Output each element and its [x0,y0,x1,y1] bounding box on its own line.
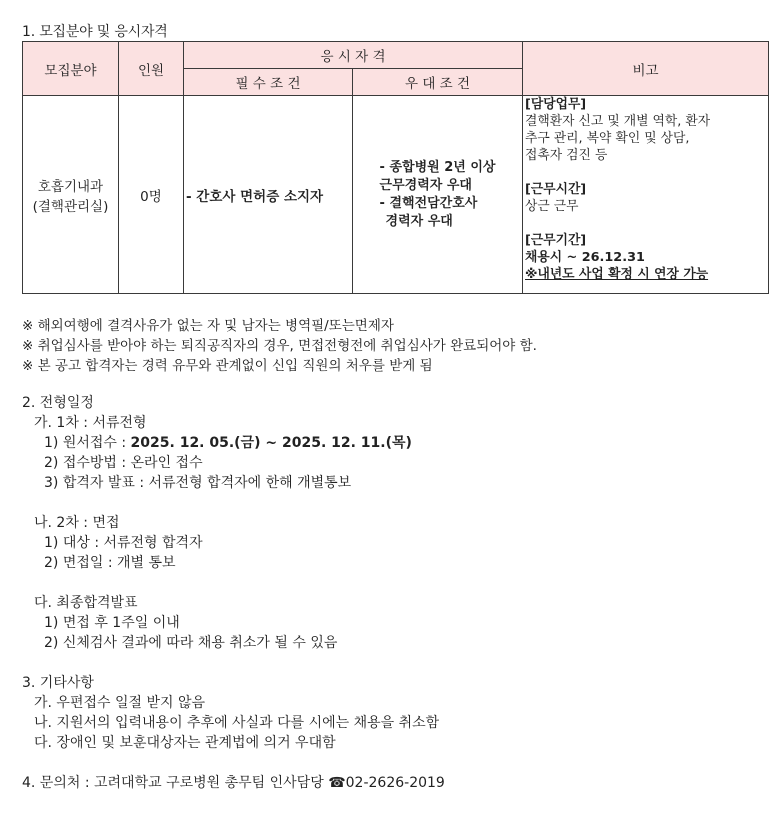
header-preferred: 우 대 조 건 [353,69,523,96]
second-stage-item: 2) 면접일 : 개별 통보 [44,555,176,571]
preferred-line: - 결핵전담간호사 [379,195,478,211]
period-value: 채용시 ~ 26.12.31 [525,250,645,265]
section3-item: 다. 장애인 및 보훈대상자는 관계법에 의거 우대함 [34,735,336,751]
contact-phone: 02-2626-2019 [345,775,445,791]
extension-note: ※내년도 사업 확정 시 연장 가능 [525,267,709,282]
table-row [23,96,769,294]
required-cell: - 간호사 면허증 소지자 [184,96,353,294]
note-line: ※ 본 공고 합격자는 경력 유무와 관계없이 신입 직원의 처우를 받게 됨 [22,358,433,374]
header-field: 모집분야 [23,42,119,96]
section3-title: 3. 기타사항 [22,675,94,691]
header-required: 필 수 조 건 [184,69,353,96]
section3-item: 가. 우편접수 일절 받지 않음 [34,695,206,711]
section2 [22,393,445,793]
first-stage-item [22,433,445,453]
notes [22,316,537,376]
preferred-line: - 종합병원 2년 이상 [379,159,496,175]
final-stage-item: 1) 면접 후 1주일 이내 [44,615,180,631]
duty-line: 접촉자 검진 등 [525,148,608,163]
header-count: 인원 [119,42,184,96]
contact-label: 4. 문의처 : 고려대학교 구로병원 총무팀 인사담당 [22,775,329,791]
preferred-cell [353,96,523,294]
period-title: [근무기간] [525,233,587,248]
section2-title: 2. 전형일정 [22,395,94,411]
header-qualification: 응 시 자 격 [184,42,523,69]
duty-line: 추구 관리, 복약 확인 및 상담, [525,131,690,146]
preferred-line: 경력자 우대 [385,213,453,229]
telephone-icon: ☎ [328,775,346,791]
preferred-line: 근무경력자 우대 [379,177,472,193]
final-stage-title: 다. 최종합격발표 [34,595,138,611]
section1-title: 1. 모집분야 및 응시자격 [22,24,168,40]
header-note: 비고 [523,42,769,96]
field-dept: (결핵관리실) [32,198,109,215]
apply-period-label: 1) 원서접수 : [44,435,131,451]
second-stage-title: 나. 2차 : 면접 [34,515,120,531]
second-stage-item: 1) 대상 : 서류전형 합격자 [44,535,203,551]
hours-title: [근무시간] [525,182,587,197]
final-stage-item: 2) 신체검사 결과에 따라 채용 취소가 될 수 있음 [44,635,338,651]
section3-item: 나. 지원서의 입력내용이 추후에 사실과 다를 시에는 채용을 취소함 [34,715,440,731]
note-line: ※ 취업심사를 받아야 하는 퇴직공직자의 경우, 면접전형전에 취업심사가 완료되어야 함. [22,338,537,354]
field-cell [23,96,119,294]
note-cell [523,96,769,294]
count-cell: 0명 [119,96,184,294]
duty-line: 결핵환자 신고 및 개별 역학, 환자 [525,114,711,129]
field-name: 호흡기내과 [37,178,104,195]
note-line: ※ 해외여행에 결격사유가 없는 자 및 남자는 병역필/또는면제자 [22,318,394,334]
duty-title: [담당업무] [525,97,587,112]
recruit-table [22,41,769,294]
hours-value: 상근 근무 [525,199,579,214]
apply-period-value: 2025. 12. 05.(금) ~ 2025. 12. 11.(목) [130,435,412,451]
contact-line [22,773,445,793]
first-stage-title: 가. 1차 : 서류전형 [34,415,147,431]
first-stage-item: 2) 접수방법 : 온라인 접수 [44,455,203,471]
first-stage-item: 3) 합격자 발표 : 서류전형 합격자에 한해 개별통보 [44,475,352,491]
